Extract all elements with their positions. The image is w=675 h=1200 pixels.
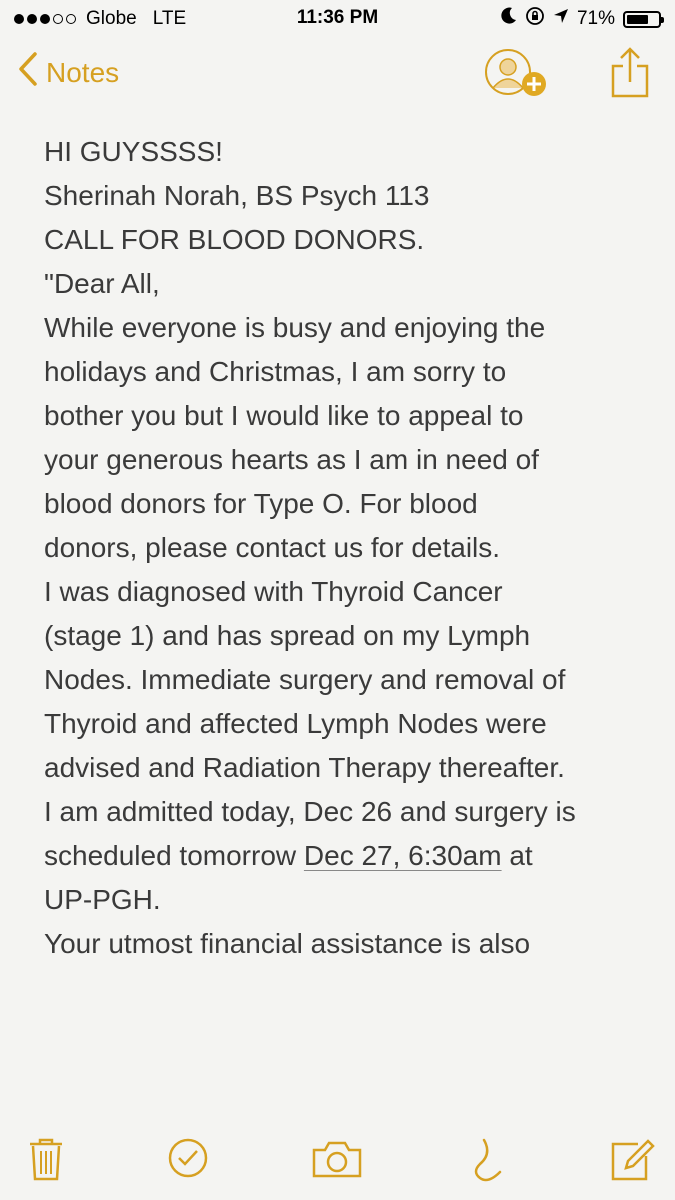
checklist-icon[interactable]	[166, 1136, 210, 1185]
note-line: Thyroid and affected Lymph Nodes were	[44, 708, 547, 739]
do-not-disturb-moon-icon	[501, 7, 517, 31]
network-type-label: LTE	[152, 8, 187, 29]
back-button[interactable]	[18, 52, 119, 93]
note-line: your generous hearts as I am in need of	[44, 444, 539, 475]
scheduled-prefix: scheduled tomorrow	[44, 840, 304, 871]
battery-icon	[623, 11, 661, 28]
note-line: Your utmost financial assistance is also	[44, 928, 531, 959]
note-line: (stage 1) and has spread on my Lymph	[44, 620, 531, 651]
orientation-lock-icon	[525, 6, 545, 32]
note-line: donors, please contact us for details.	[44, 532, 501, 563]
note-line: blood donors for Type O. For blood	[44, 488, 478, 519]
note-line: bother you but I would like to appeal to	[44, 400, 524, 431]
note-line: UP-PGH.	[44, 884, 161, 915]
note-line: While everyone is busy and enjoying the	[44, 312, 546, 343]
carrier-label: Globe	[86, 8, 137, 29]
compose-icon[interactable]	[608, 1136, 656, 1189]
note-line-scheduled	[44, 834, 644, 878]
note-line: CALL FOR BLOOD DONORS.	[44, 224, 425, 255]
note-line: HI GUYSSSS!	[44, 136, 223, 167]
nav-bar	[0, 40, 675, 110]
back-button-label: Notes	[46, 56, 120, 88]
share-icon[interactable]	[610, 46, 650, 103]
note-line: Nodes. Immediate surgery and removal of	[44, 664, 566, 695]
bottom-toolbar	[0, 1130, 675, 1200]
sketch-icon[interactable]	[470, 1136, 514, 1191]
note-line: I am admitted today, Dec 26 and surgery is	[44, 796, 576, 827]
note-line: "Dear All,	[44, 268, 160, 299]
battery-fill	[627, 15, 648, 24]
note-line: Sherinah Norah, BS Psych 113	[44, 180, 430, 211]
add-people-icon[interactable]	[484, 46, 550, 107]
chevron-left-icon	[18, 52, 38, 93]
note-line: I was diagnosed with Thyroid Cancer	[44, 576, 503, 607]
date-link[interactable]: Dec 27, 6:30am	[303, 840, 502, 871]
trash-icon[interactable]	[26, 1136, 66, 1187]
camera-icon[interactable]	[310, 1136, 364, 1187]
note-line: holidays and Christmas, I am sorry to	[44, 356, 507, 387]
status-bar	[0, 0, 675, 40]
status-time: 11:36 PM	[296, 7, 379, 28]
note-line: advised and Radiation Therapy thereafter.	[44, 752, 565, 783]
scheduled-suffix: at	[501, 840, 533, 871]
location-arrow-icon	[553, 8, 569, 30]
status-right	[501, 6, 661, 32]
note-body[interactable]	[44, 130, 644, 966]
battery-percent: 71%	[576, 8, 615, 29]
